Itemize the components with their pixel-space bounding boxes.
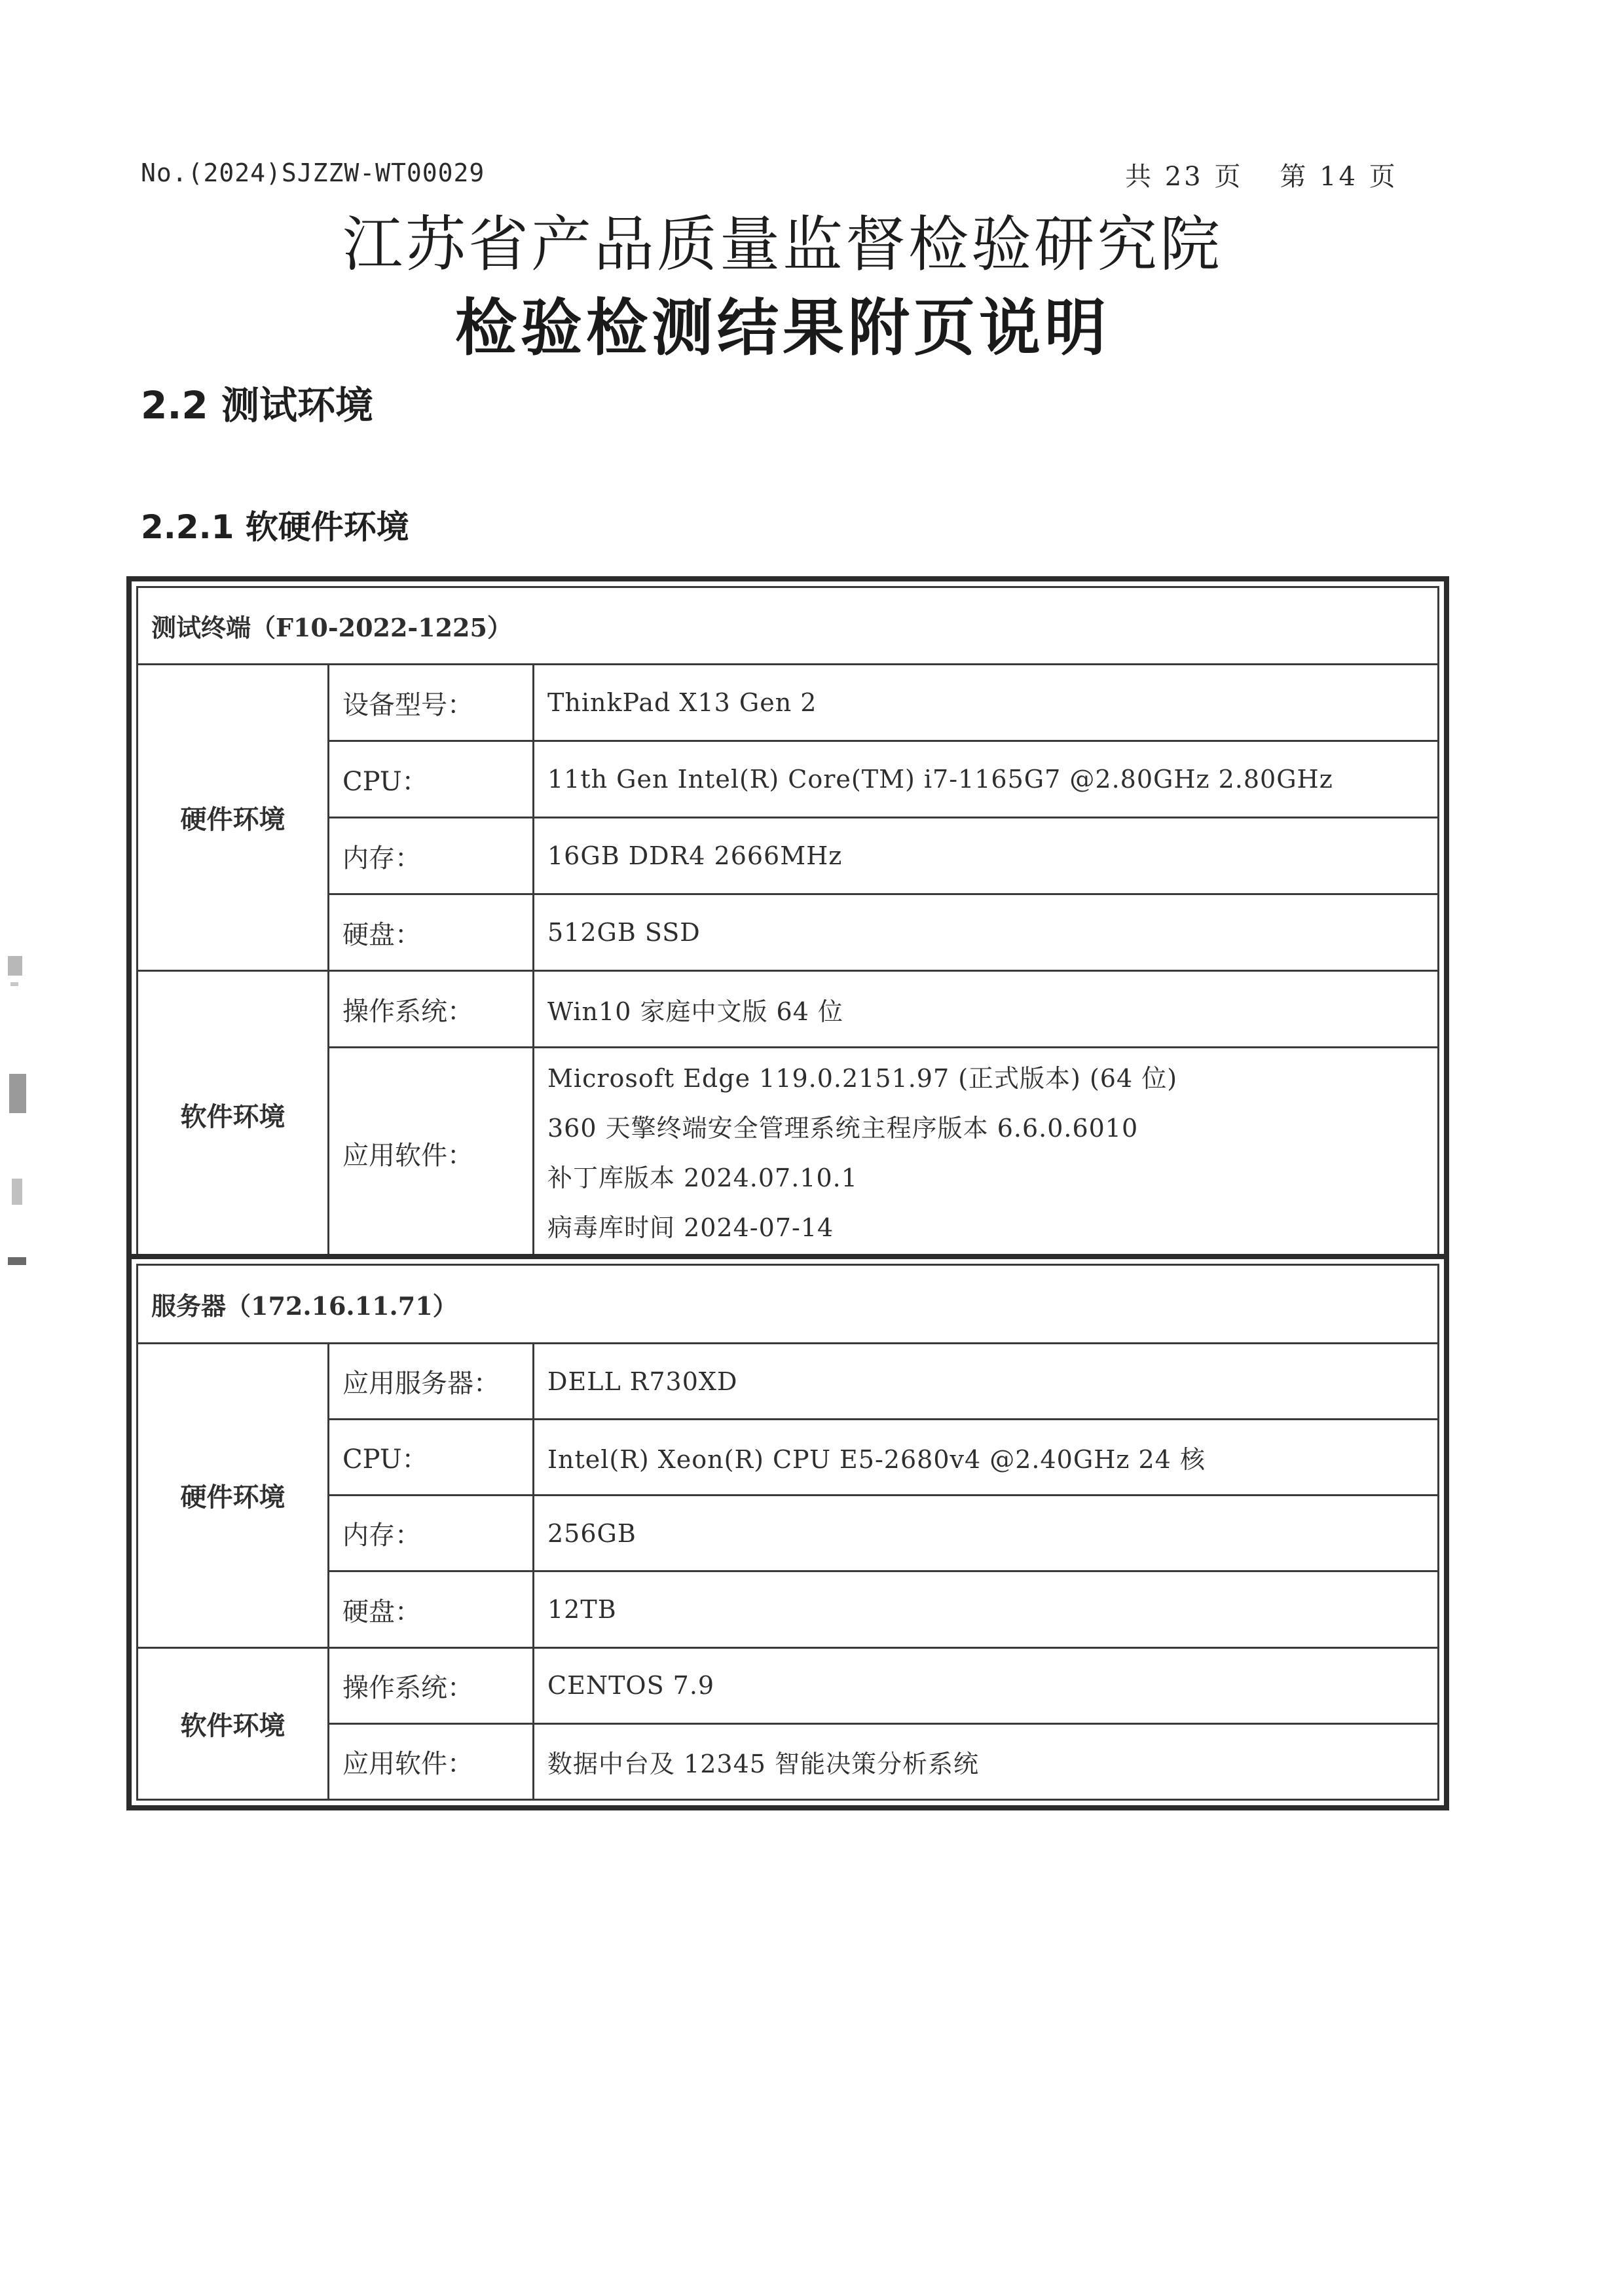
spec-label: 应用软件： [329,1723,534,1799]
app-software-line: 病毒库时间 2024-07-14 [547,1213,834,1242]
spec-value: 12TB [534,1571,1439,1647]
document-title: 检验检测结果附页说明 [454,292,1110,364]
spec-label: 应用软件： [329,1048,534,1259]
institution-title: 江苏省产品质量监督检验研究院 [342,210,1223,280]
app-software-line: Microsoft Edge 119.0.2151.97 (正式版本) (64 位) [547,1064,1178,1093]
app-software-line: 补丁库版本 2024.07.10.1 [547,1164,858,1192]
spec-label: CPU： [329,1420,534,1496]
spec-value: Win10 家庭中文版 64 位 [534,971,1439,1048]
spec-label: 硬盘： [329,1571,534,1647]
section-heading: 2.2 测试环境 [141,383,373,428]
subsection-heading: 2.2.1 软硬件环境 [141,508,409,546]
spec-label: 内存： [329,818,534,894]
spec-label: 操作系统： [329,971,534,1048]
app-software-list [534,1048,1439,1259]
terminal-spec-table [126,576,1449,1270]
total-pages: 共 23 页 [1125,162,1244,192]
app-software-line: 360 天擎终端安全管理系统主程序版本 6.6.0.6010 [547,1114,1139,1143]
edge-stamp-marks [5,956,31,1270]
spec-value: CENTOS 7.9 [534,1647,1439,1723]
current-page: 第 14 页 [1280,162,1398,192]
server-heading: 服务器（172.16.11.71） [138,1265,1439,1344]
spec-label: CPU： [329,741,534,818]
spec-value: 11th Gen Intel(R) Core(TM) i7-1165G7 @2.80GHz 2.80GHz [534,741,1439,818]
terminal-hardware-label: 硬件环境 [138,665,329,971]
spec-value: 256GB [534,1496,1439,1571]
server-software-label: 软件环境 [138,1647,329,1799]
spec-label: 应用服务器： [329,1344,534,1420]
spec-value: 512GB SSD [534,894,1439,971]
spec-value: DELL R730XD [534,1344,1439,1420]
spec-label: 内存： [329,1496,534,1571]
spec-value: 16GB DDR4 2666MHz [534,818,1439,894]
report-number: No.(2024)SJZZW-WT00029 [141,158,485,187]
spec-label: 设备型号： [329,665,534,741]
spec-label: 操作系统： [329,1647,534,1723]
server-hardware-label: 硬件环境 [138,1344,329,1648]
server-spec-table [126,1254,1449,1810]
spec-value: 数据中台及 12345 智能决策分析系统 [534,1723,1439,1799]
terminal-software-label: 软件环境 [138,971,329,1259]
spec-label: 硬盘： [329,894,534,971]
page-indicator [1125,156,1398,193]
spec-value: ThinkPad X13 Gen 2 [534,665,1439,741]
spec-value: Intel(R) Xeon(R) CPU E5-2680v4 @2.40GHz 24 核 [534,1420,1439,1496]
terminal-heading: 测试终端（F10-2022-1225） [138,587,1439,665]
